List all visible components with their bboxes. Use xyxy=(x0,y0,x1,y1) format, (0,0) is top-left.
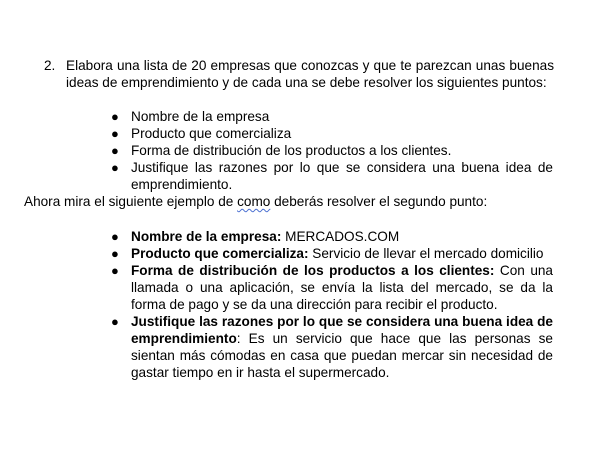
bullet-icon: ● xyxy=(111,246,119,261)
numbered-item-2 xyxy=(44,57,554,91)
point-text: Justifique las razones por lo que se considera una buena idea de emprendimiento. xyxy=(131,160,553,192)
point-text: Forma de distribución de los productos a los clientes. xyxy=(131,143,452,158)
list-item xyxy=(110,125,553,142)
list-item xyxy=(110,245,553,262)
point-text: Producto que comercializa xyxy=(131,126,292,141)
bullet-icon: ● xyxy=(111,314,119,329)
example-label: Nombre de la empresa: xyxy=(131,229,282,244)
list-number: 2. xyxy=(44,58,56,73)
bullet-icon: ● xyxy=(111,109,119,124)
example-value: : Es un servicio que hace que las personas se sientan más cómodas en casa que puedan mercar sin necesidad de gastar tiempo en ir hasta el supermercado. xyxy=(131,331,553,380)
example-value: Servicio de llevar el mercado domicilio xyxy=(308,246,544,261)
list-item xyxy=(110,262,553,313)
example-intro xyxy=(24,193,584,210)
example-list xyxy=(110,228,553,381)
bullet-icon: ● xyxy=(111,143,119,158)
list-item xyxy=(110,108,553,125)
spellcheck-flagged-word: como xyxy=(237,194,271,209)
bullet-icon: ● xyxy=(111,126,119,141)
numbered-item-text: Elabora una lista de 20 empresas que conozcas y que te parezcan unas buenas ideas de emprendimiento y de cada una se debe resolver los siguientes puntos: xyxy=(66,58,554,90)
example-value: MERCADOS.COM xyxy=(281,229,400,244)
example-label: Forma de distribución de los productos a los clientes: xyxy=(131,263,495,278)
list-item xyxy=(110,142,553,159)
example-value: Con una llamada o una aplicación, se envía la lista del mercado, se da la forma de pago y se da una dirección para recibir el producto. xyxy=(131,263,553,312)
bullet-icon: ● xyxy=(111,160,119,175)
example-label: Justifique las razones por lo que se considera una buena idea de emprendimiento xyxy=(131,314,553,346)
list-item xyxy=(110,313,553,381)
bullet-icon: ● xyxy=(111,263,119,278)
point-text: Nombre de la empresa xyxy=(131,109,270,124)
list-item xyxy=(110,159,553,193)
intro-text-after: deberás resolver el segundo punto: xyxy=(270,194,488,209)
list-item xyxy=(110,228,553,245)
intro-text-before: Ahora mira el siguiente ejemplo de xyxy=(24,194,238,209)
bullet-icon: ● xyxy=(111,229,119,244)
example-label: Producto que comercializa: xyxy=(131,246,309,261)
points-list xyxy=(110,108,553,193)
